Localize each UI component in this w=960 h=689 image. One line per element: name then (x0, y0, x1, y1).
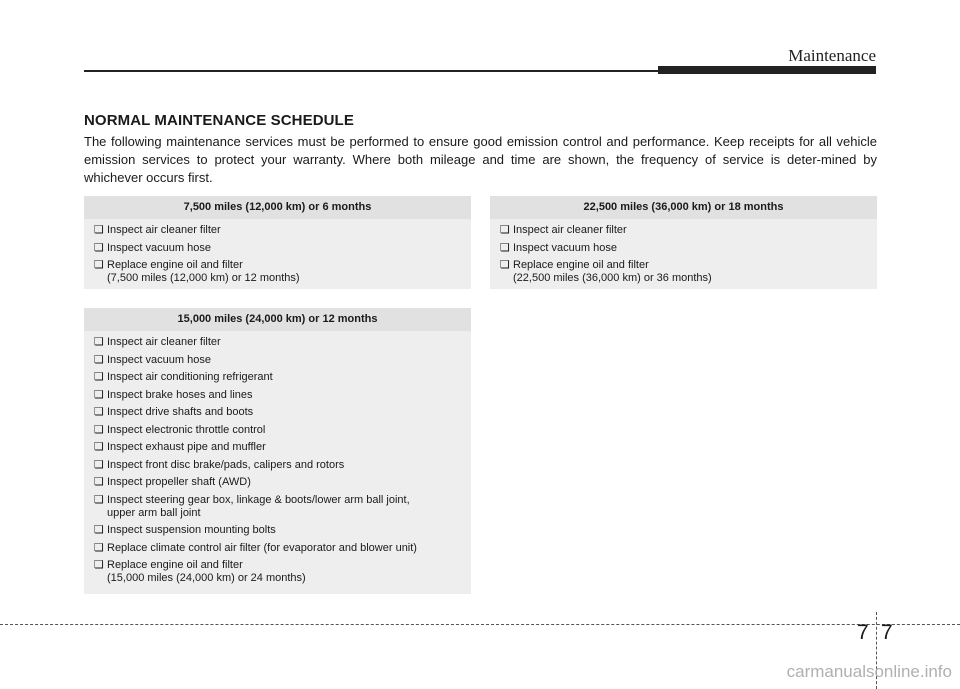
checklist-item-text: Inspect air conditioning refrigerant (107, 371, 273, 383)
checkbox-icon: ❏ (94, 524, 104, 536)
checklist-item (94, 242, 461, 255)
schedule-list (84, 331, 471, 594)
checklist-item-text: Inspect front disc brake/pads, calipers and rotors (107, 458, 345, 471)
checklist-item-text: Replace engine oil and filter (107, 559, 243, 571)
section-header-title: Maintenance (788, 46, 876, 65)
checklist-item (500, 224, 867, 237)
checkbox-icon: ❏ (94, 559, 104, 571)
checklist-item-text: Inspect air cleaner filter (513, 224, 627, 236)
checklist-item-text: Replace engine oil and filter (513, 259, 649, 271)
checklist-item (94, 542, 461, 555)
checklist-item (94, 354, 461, 367)
checkbox-icon: ❏ (94, 259, 104, 271)
checklist-item-text: Inspect steering gear box, linkage & boots/lower arm ball joint, (107, 493, 410, 506)
checklist-item-text: Inspect vacuum hose (107, 241, 211, 254)
checklist-item (94, 494, 461, 520)
checkbox-icon: ❏ (94, 353, 104, 366)
checklist-item (94, 424, 461, 437)
schedule-box-15000 (84, 308, 471, 594)
page-number: 7 (881, 621, 893, 644)
page-title: NORMAL MAINTENANCE SCHEDULE (84, 112, 354, 129)
checklist-item-text: Inspect propeller shaft (AWD) (107, 476, 251, 488)
schedule-box-7500 (84, 196, 471, 289)
checklist-item-text: Inspect suspension mounting bolts (107, 524, 276, 536)
checkbox-icon: ❏ (94, 476, 104, 488)
checklist-item (94, 406, 461, 419)
checkbox-icon: ❏ (94, 224, 104, 236)
checkbox-icon: ❏ (94, 423, 104, 436)
checkbox-icon: ❏ (94, 371, 104, 383)
checklist-item (94, 524, 461, 537)
checkbox-icon: ❏ (500, 241, 510, 254)
checklist-item-text: Inspect vacuum hose (107, 353, 211, 366)
checkbox-icon: ❏ (500, 259, 510, 271)
checklist-item-text: Inspect air cleaner filter (107, 336, 221, 348)
checklist-item (94, 371, 461, 384)
checklist-item-text: Inspect air cleaner filter (107, 224, 221, 236)
checklist-item (94, 224, 461, 237)
intro-paragraph: The following maintenance services must be performed to ensure good emission control and performance. Keep receipts for all vehicle emission services to protect your warranty. Where both mileage and time are shown, the frequency of service is deter-mined by whichever occurs first. (84, 134, 877, 185)
checklist-item (94, 459, 461, 472)
checkbox-icon: ❏ (94, 336, 104, 348)
checklist-item-subtext: (15,000 miles (24,000 km) or 24 months) (107, 572, 306, 584)
checkbox-icon: ❏ (94, 541, 104, 554)
checklist-item-text: Inspect exhaust pipe and muffler (107, 441, 266, 453)
checklist-item (94, 259, 461, 285)
checklist-item-text: Inspect drive shafts and boots (107, 406, 254, 418)
checkbox-icon: ❏ (94, 458, 104, 471)
checkbox-icon: ❏ (94, 441, 104, 453)
schedule-heading: 15,000 miles (24,000 km) or 12 months (84, 308, 471, 331)
checklist-item (94, 389, 461, 402)
checkbox-icon: ❏ (94, 406, 104, 418)
schedule-heading: 7,500 miles (12,000 km) or 6 months (84, 196, 471, 219)
checklist-item-subtext: (22,500 miles (36,000 km) or 36 months) (513, 272, 712, 284)
checklist-item-subtext: upper arm ball joint (107, 506, 201, 519)
footer-dashed-rule (0, 624, 960, 625)
checklist-item-subtext: (7,500 miles (12,000 km) or 12 months) (107, 272, 300, 284)
checklist-item (94, 559, 461, 585)
checklist-item-text: Inspect electronic throttle control (107, 423, 266, 436)
checklist-item (94, 441, 461, 454)
schedule-box-22500 (490, 196, 877, 289)
checklist-item (500, 259, 867, 285)
schedule-heading: 22,500 miles (36,000 km) or 18 months (490, 196, 877, 219)
checklist-item-text: Inspect vacuum hose (513, 241, 617, 254)
checklist-item-text: Replace climate control air filter (for evaporator and blower unit) (107, 541, 417, 554)
header-rule-thick (658, 66, 876, 74)
checkbox-icon: ❏ (500, 224, 510, 236)
watermark: carmanualsonline.info (786, 662, 952, 681)
checklist-item (94, 476, 461, 489)
chapter-number: 7 (857, 621, 869, 644)
schedule-list (490, 219, 877, 294)
schedule-list (84, 219, 471, 294)
checkbox-icon: ❏ (94, 388, 104, 401)
checkbox-icon: ❏ (94, 241, 104, 254)
header-rule-thin (84, 70, 658, 72)
checklist-item (94, 336, 461, 349)
checklist-item-text: Inspect brake hoses and lines (107, 388, 253, 401)
checklist-item-text: Replace engine oil and filter (107, 259, 243, 271)
checkbox-icon: ❏ (94, 493, 104, 506)
checklist-item (500, 242, 867, 255)
